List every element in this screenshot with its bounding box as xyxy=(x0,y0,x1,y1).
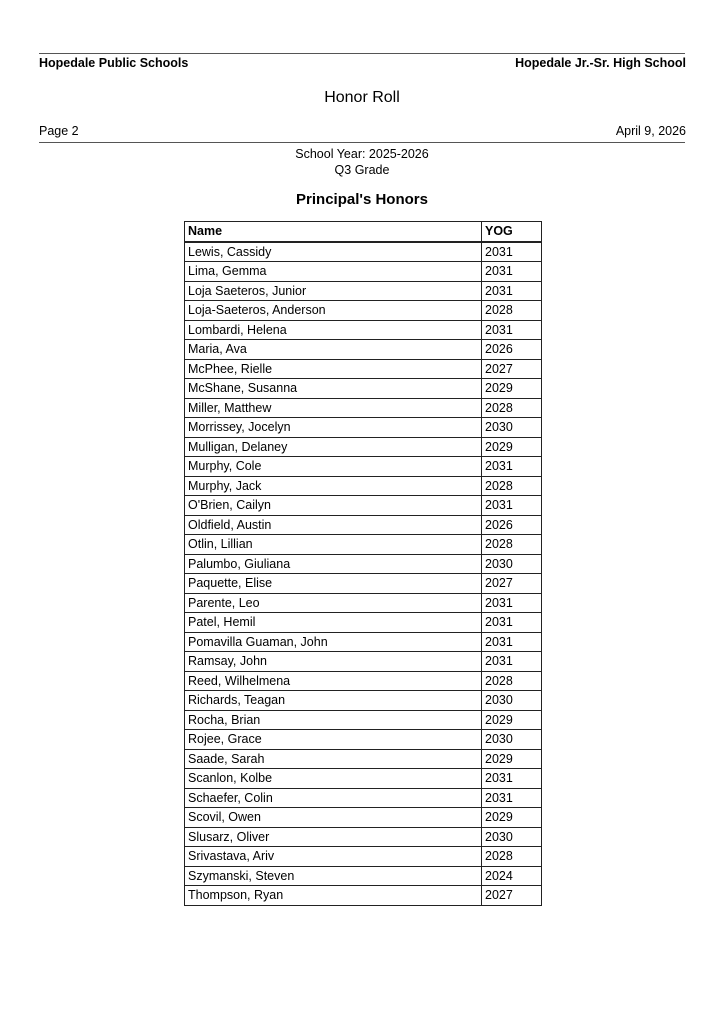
yog-cell: 2028 xyxy=(482,398,542,418)
school-year: School Year: 2025-2026 xyxy=(295,147,429,161)
header-top-rule xyxy=(39,53,685,54)
yog-cell: 2027 xyxy=(482,574,542,594)
student-name-cell: Morrissey, Jocelyn xyxy=(185,418,482,438)
table-row xyxy=(185,476,542,496)
student-name-cell: Pomavilla Guaman, John xyxy=(185,632,482,652)
table-row xyxy=(185,827,542,847)
yog-cell: 2031 xyxy=(482,769,542,789)
student-name-cell: Murphy, Jack xyxy=(185,476,482,496)
table-row xyxy=(185,262,542,282)
student-name-cell: Ramsay, John xyxy=(185,652,482,672)
table-row xyxy=(185,242,542,262)
yog-cell: 2024 xyxy=(482,866,542,886)
student-name-cell: Richards, Teagan xyxy=(185,691,482,711)
yog-cell: 2028 xyxy=(482,301,542,321)
student-name-cell: Schaefer, Colin xyxy=(185,788,482,808)
grade-period: Q3 Grade xyxy=(334,163,390,177)
student-name-cell: Parente, Leo xyxy=(185,593,482,613)
student-name-cell: Reed, Wilhelmena xyxy=(185,671,482,691)
table-row xyxy=(185,457,542,477)
student-name-cell: Miller, Matthew xyxy=(185,398,482,418)
student-name-cell: Rojee, Grace xyxy=(185,730,482,750)
page-number: Page 2 xyxy=(39,124,79,138)
yog-cell: 2031 xyxy=(482,262,542,282)
table-row xyxy=(185,671,542,691)
district-name: Hopedale Public Schools xyxy=(39,56,189,70)
table-row xyxy=(185,847,542,867)
yog-cell: 2031 xyxy=(482,496,542,516)
table-row xyxy=(185,788,542,808)
student-name-cell: Palumbo, Giuliana xyxy=(185,554,482,574)
student-name-cell: O'Brien, Cailyn xyxy=(185,496,482,516)
honor-roll-table xyxy=(184,221,542,906)
table-row xyxy=(185,320,542,340)
yog-cell: 2030 xyxy=(482,730,542,750)
table-row xyxy=(185,808,542,828)
yog-cell: 2028 xyxy=(482,671,542,691)
yog-cell: 2027 xyxy=(482,886,542,906)
table-row xyxy=(185,769,542,789)
table-row xyxy=(185,574,542,594)
table-row xyxy=(185,437,542,457)
table-row xyxy=(185,632,542,652)
student-name-cell: Saade, Sarah xyxy=(185,749,482,769)
yog-cell: 2031 xyxy=(482,281,542,301)
section-heading: Principal's Honors xyxy=(296,191,428,208)
yog-cell: 2031 xyxy=(482,788,542,808)
table-row xyxy=(185,652,542,672)
yog-cell: 2030 xyxy=(482,691,542,711)
yog-cell: 2026 xyxy=(482,515,542,535)
yog-cell: 2027 xyxy=(482,359,542,379)
table-row xyxy=(185,301,542,321)
student-name-cell: Rocha, Brian xyxy=(185,710,482,730)
yog-cell: 2031 xyxy=(482,593,542,613)
yog-cell: 2030 xyxy=(482,554,542,574)
table-row xyxy=(185,749,542,769)
student-name-cell: Murphy, Cole xyxy=(185,457,482,477)
table-row xyxy=(185,730,542,750)
student-name-cell: Loja-Saeteros, Anderson xyxy=(185,301,482,321)
table-row xyxy=(185,359,542,379)
table-row xyxy=(185,613,542,633)
student-name-cell: McShane, Susanna xyxy=(185,379,482,399)
yog-cell: 2030 xyxy=(482,418,542,438)
column-header-yog: YOG xyxy=(482,222,542,242)
student-name-cell: Scovil, Owen xyxy=(185,808,482,828)
student-name-cell: Thompson, Ryan xyxy=(185,886,482,906)
yog-cell: 2031 xyxy=(482,613,542,633)
student-name-cell: Lombardi, Helena xyxy=(185,320,482,340)
table-row xyxy=(185,418,542,438)
yog-cell: 2026 xyxy=(482,340,542,360)
yog-cell: 2028 xyxy=(482,476,542,496)
student-name-cell: Oldfield, Austin xyxy=(185,515,482,535)
student-name-cell: Lewis, Cassidy xyxy=(185,242,482,262)
school-name: Hopedale Jr.-Sr. High School xyxy=(515,56,686,70)
yog-cell: 2031 xyxy=(482,242,542,262)
yog-cell: 2029 xyxy=(482,749,542,769)
yog-cell: 2030 xyxy=(482,827,542,847)
yog-cell: 2031 xyxy=(482,457,542,477)
column-header-name: Name xyxy=(185,222,482,242)
yog-cell: 2031 xyxy=(482,320,542,340)
table-body xyxy=(185,242,542,906)
table-row xyxy=(185,866,542,886)
page-title: Honor Roll xyxy=(324,89,400,106)
yog-cell: 2028 xyxy=(482,847,542,867)
header-bottom-rule xyxy=(39,142,685,143)
table-row xyxy=(185,535,542,555)
yog-cell: 2029 xyxy=(482,808,542,828)
table-row xyxy=(185,340,542,360)
table-row xyxy=(185,593,542,613)
yog-cell: 2029 xyxy=(482,437,542,457)
student-name-cell: Loja Saeteros, Junior xyxy=(185,281,482,301)
table-header-row xyxy=(185,222,542,242)
table-row xyxy=(185,515,542,535)
student-name-cell: Mulligan, Delaney xyxy=(185,437,482,457)
student-name-cell: Slusarz, Oliver xyxy=(185,827,482,847)
student-name-cell: Srivastava, Ariv xyxy=(185,847,482,867)
report-date: April 9, 2026 xyxy=(615,124,686,138)
table-row xyxy=(185,281,542,301)
table-row xyxy=(185,691,542,711)
yog-cell: 2031 xyxy=(482,652,542,672)
yog-cell: 2029 xyxy=(482,710,542,730)
yog-cell: 2029 xyxy=(482,379,542,399)
table-row xyxy=(185,710,542,730)
table-row xyxy=(185,496,542,516)
student-name-cell: Maria, Ava xyxy=(185,340,482,360)
student-name-cell: Patel, Hemil xyxy=(185,613,482,633)
yog-cell: 2028 xyxy=(482,535,542,555)
student-name-cell: Otlin, Lillian xyxy=(185,535,482,555)
table-row xyxy=(185,398,542,418)
student-name-cell: Scanlon, Kolbe xyxy=(185,769,482,789)
student-name-cell: Lima, Gemma xyxy=(185,262,482,282)
yog-cell: 2031 xyxy=(482,632,542,652)
student-name-cell: McPhee, Rielle xyxy=(185,359,482,379)
student-name-cell: Szymanski, Steven xyxy=(185,866,482,886)
table-row xyxy=(185,379,542,399)
table-row xyxy=(185,554,542,574)
table-row xyxy=(185,886,542,906)
student-name-cell: Paquette, Elise xyxy=(185,574,482,594)
